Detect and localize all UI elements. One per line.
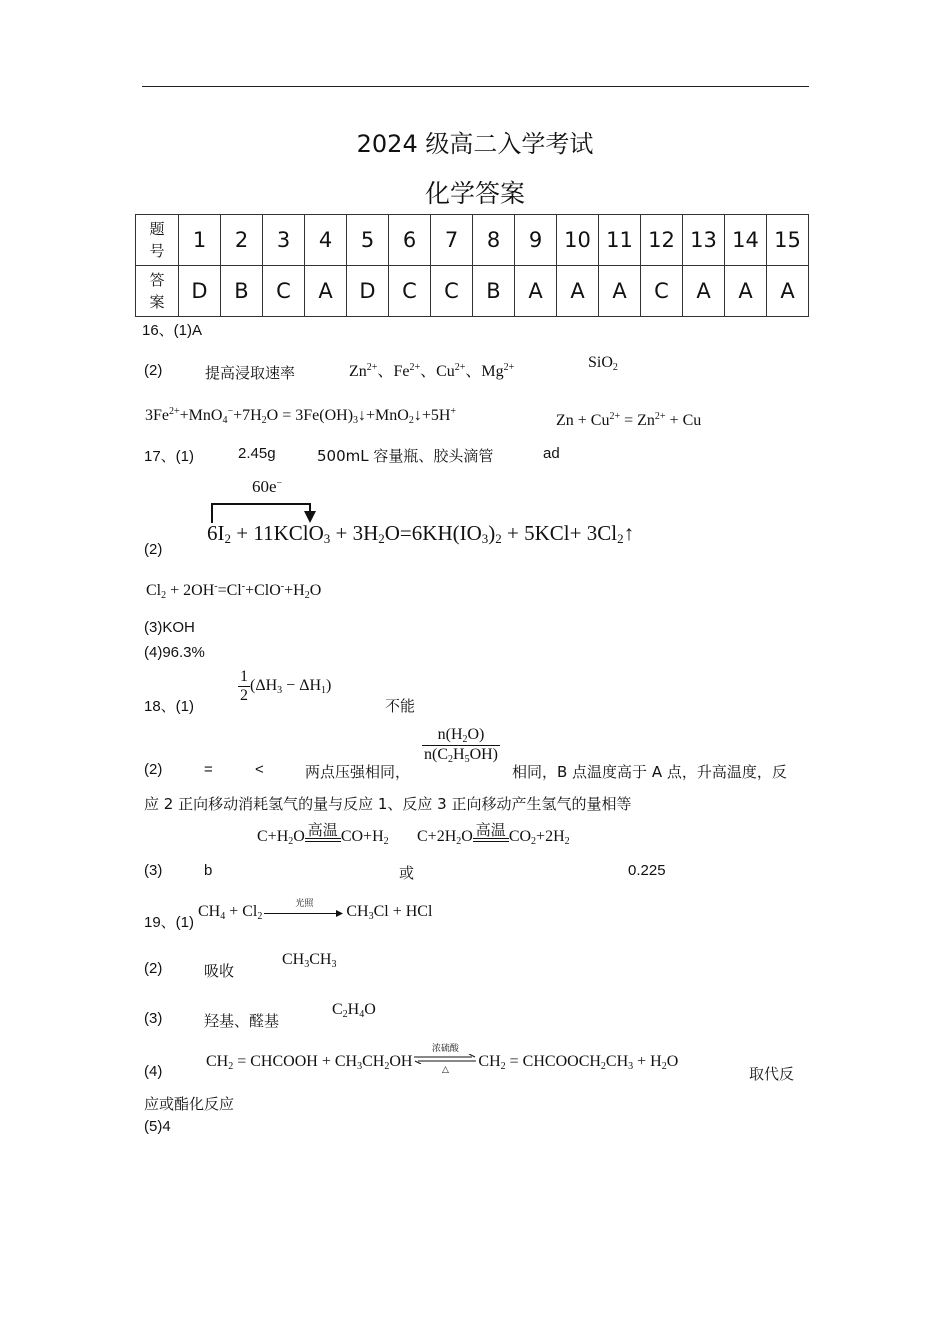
answer-cell: A: [767, 266, 809, 317]
answer-cell: D: [347, 266, 389, 317]
q19-reaction-type-b: 应或酯化反应: [144, 1095, 235, 1113]
q19-part1-label: 19、(1): [144, 914, 195, 931]
reaction-arrow-icon: [264, 909, 344, 918]
number-cell: 5: [347, 215, 389, 266]
q17-equation-main: $6I_2$ + 11KClO$_3$ + $3H_2O=6KH(IO_3)_2 + 5KCl+$ $3Cl_2↑$: [207, 521, 635, 546]
q18-reason-b: 相同，B 点温度高于 A 点，升高温度，反: [512, 763, 787, 781]
number-cell: 13: [683, 215, 725, 266]
q19-ethane: $CH_3CH_3$: [282, 951, 337, 970]
answer-cell: D: [179, 266, 221, 317]
q16-equation-1: $3Fe^{2+}+MnO_4^-+7H_2O$ = $3Fe(OH)_3↓+MnO_2↓+5H^+$: [145, 406, 457, 426]
answer-cell: C: [263, 266, 305, 317]
q18-equation-b: $C+2H_2O$ 高温 $CO_2+2H_2$: [417, 821, 570, 847]
number-cell: 15: [767, 215, 809, 266]
q17-part1-label: 17、(1): [144, 448, 195, 465]
q17-part2-label: (2): [144, 541, 163, 558]
number-cell: 14: [725, 215, 767, 266]
q18-equal-sign: =: [204, 761, 213, 778]
number-cell: 3: [263, 215, 305, 266]
q18-or: 或: [399, 864, 415, 882]
answer-cell: A: [725, 266, 767, 317]
q19-groups: 羟基、醛基: [204, 1012, 280, 1030]
q19-part5: (5)4: [144, 1118, 171, 1135]
number-cell: 8: [473, 215, 515, 266]
number-cell: 2: [221, 215, 263, 266]
q16-part2-text: 提高浸取速率: [205, 364, 296, 382]
q18-part3-label: (3): [144, 862, 163, 879]
q19-part2-label: (2): [144, 960, 163, 977]
q17-part3: (3)KOH: [144, 619, 195, 636]
q19-reaction-type-a: 取代反: [749, 1065, 795, 1083]
row-label-answer: 答 案: [136, 266, 179, 317]
answer-cell: A: [557, 266, 599, 317]
q18-reason-a: 两点压强相同，: [305, 763, 411, 781]
q16-part2-label: (2): [144, 362, 163, 379]
table-row-numbers: [136, 215, 809, 266]
answer-cell: C: [431, 266, 473, 317]
q17-part4: (4)96.3%: [144, 644, 205, 661]
page-subtitle: 化学答案: [424, 179, 525, 208]
equilibrium-arrow-icon: [414, 1054, 476, 1064]
number-cell: 12: [641, 215, 683, 266]
page-title: 2024 级高二入学考试: [356, 130, 594, 158]
answer-cell: B: [221, 266, 263, 317]
q18-equation-a: $C+H_2O$ 高温 $CO+H_2$: [257, 821, 389, 847]
answer-cell: A: [683, 266, 725, 317]
top-rule: [142, 86, 809, 87]
number-cell: 6: [389, 215, 431, 266]
q19-part3-label: (3): [144, 1010, 163, 1027]
number-cell: 9: [515, 215, 557, 266]
q16-sio2: SiO$_2$: [588, 354, 618, 373]
q16-part1: 16、(1)A: [142, 322, 203, 339]
q18-choice: b: [204, 862, 213, 879]
number-cell: 1: [179, 215, 221, 266]
table-row-answers: [136, 266, 809, 317]
q18-part1-label: 18、(1): [144, 698, 195, 715]
q18-less-sign: <: [255, 761, 264, 778]
number-cell: 11: [599, 215, 641, 266]
answer-cell: B: [473, 266, 515, 317]
q16-ions: $Zn^{2+}$、$Fe^{2+}$、$Cu^{2+}$、$Mg^{2+}$: [349, 361, 515, 380]
q18-reason-c: 应 2 正向移动消耗氢气的量与反应 1、反应 3 正向移动产生氢气的量相等: [144, 795, 632, 813]
answer-cell: C: [389, 266, 431, 317]
q17-equipment: 500mL 容量瓶、胶头滴管: [317, 447, 494, 465]
q17-electron-label: 60e−: [252, 477, 283, 496]
q18-cannot: 不能: [385, 697, 416, 715]
q19-equation-4: $CH_2$ = CHCOOH + $CH_3CH_2OH$ 浓硫酸 △ $CH_2$ = $CHCOOCH_2CH_3 + H_2O$: [206, 1044, 679, 1074]
number-cell: 4: [305, 215, 347, 266]
q19-formula: $C_2H_4O$: [332, 1001, 376, 1020]
q17-choice: ad: [543, 445, 560, 462]
answer-cell: A: [515, 266, 557, 317]
answer-cell: A: [599, 266, 641, 317]
q19-absorb: 吸收: [204, 962, 235, 980]
row-label-number: 题 号: [136, 215, 179, 266]
answer-table: [135, 214, 809, 317]
q18-part2-label: (2): [144, 761, 163, 778]
q18-ratio: $\frac{n(H_2O)}{n(C_2H_5OH)}$: [424, 726, 498, 765]
answer-cell: C: [641, 266, 683, 317]
q19-part4-label: (4): [144, 1063, 163, 1080]
q18-value: 0.225: [628, 862, 666, 879]
q18-enthalpy-expression: $\frac{1}{2}$ $(\Delta H_3 - \Delta H_1)$: [240, 668, 332, 704]
number-cell: 10: [557, 215, 599, 266]
q17-mass: 2.45g: [238, 445, 276, 462]
q16-equation-2: $Zn + Cu^{2+} = Zn^{2+} + Cu$: [556, 411, 702, 429]
number-cell: 7: [431, 215, 473, 266]
answer-cell: A: [305, 266, 347, 317]
q19-equation-1: $CH_4 + Cl_2$ 光照 $CH_3Cl$ + HCl: [198, 899, 433, 922]
q17-equation-chlorine: $Cl_2 + 2OH^-=Cl^-+ClO^-+H_2O$: [146, 581, 322, 601]
